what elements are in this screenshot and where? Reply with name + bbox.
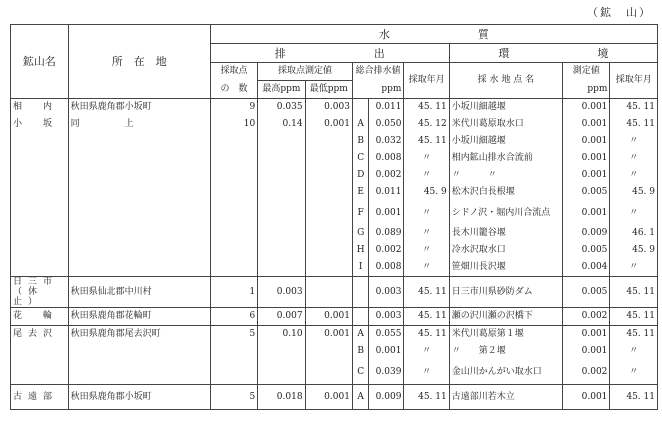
max-ppm-cell [258,360,305,385]
point-label-cell [352,308,368,326]
location-cell [68,201,210,225]
env-value-cell: 0.001 [563,326,610,344]
sampling-site-cell: 小坂川細越堰 [449,133,562,150]
point-label-cell: F [352,201,368,225]
min-ppm-cell [305,242,352,259]
table-row [11,277,658,308]
table-body [11,99,658,410]
min-ppm-cell [305,201,352,225]
env-date-cell: 〃 [610,259,658,277]
point-label-cell [352,99,368,117]
location-cell: 秋田県鹿角郡小坂町 [68,385,210,410]
sampling-site-cell: 古遠部川若木立 [449,385,562,410]
point-label-cell: I [352,259,368,277]
sample-count-cell [210,225,257,242]
location-cell [68,184,210,201]
table-row [11,360,658,385]
sample-count-cell: 9 [210,99,257,117]
sampling-site-cell: 金山川かんがい取水口 [449,360,562,385]
max-ppm-cell [258,184,305,201]
min-ppm-cell: 0.001 [305,326,352,344]
location-cell [68,133,210,150]
col-sampling-location: 採 水 地 点 名 [449,63,562,99]
total-value-cell: 0.001 [369,343,404,360]
env-value-cell: 0.001 [563,343,610,360]
max-ppm-cell: 0.035 [258,99,305,117]
total-value-cell: 0.055 [369,326,404,344]
location-cell [68,360,210,385]
min-ppm-cell: 0.001 [305,308,352,326]
min-ppm-cell: 0.001 [305,116,352,133]
sample-count-cell [210,259,257,277]
col-mine-name: 鉱山名 [11,25,69,99]
mine-name-cell [11,242,69,259]
mine-name-cell [11,167,69,184]
sample-date-cell: 〃 [404,343,449,360]
total-value-cell: 0.050 [369,116,404,133]
location-cell: 同 上 [68,116,210,133]
col-sample-points: 採取点 [210,63,257,81]
point-label-cell [352,277,368,308]
min-ppm-cell [305,225,352,242]
point-label-cell: C [352,360,368,385]
min-ppm-cell [305,184,352,201]
env-date-cell: 46. 1 [610,225,658,242]
max-ppm-cell [258,133,305,150]
table-row [11,99,658,117]
sample-count-cell: 6 [210,308,257,326]
sample-count-cell [210,242,257,259]
location-cell [68,343,210,360]
max-ppm-cell [258,225,305,242]
sampling-site-cell: 瀬の沢川瀬の沢橋下 [449,308,562,326]
sampling-site-cell: 長木川籠谷堰 [449,225,562,242]
col-env-ppm: ppm [563,81,610,99]
min-ppm-cell [305,150,352,167]
location-cell [68,259,210,277]
col-water-quality: 水 質 [210,25,657,44]
col-discharge: 排 出 [210,44,449,63]
total-value-cell: 0.003 [369,308,404,326]
mine-name-cell [11,343,69,360]
sample-date-cell: 45. 11 [404,133,449,150]
mine-name-cell: 日三市（休止） [11,277,69,308]
table-row [11,343,658,360]
env-date-cell: 45. 11 [610,308,658,326]
sampling-site-cell: 小坂川細越堰 [449,99,562,117]
env-value-cell: 0.005 [563,184,610,201]
sample-date-cell: 〃 [404,167,449,184]
sample-date-cell: 〃 [404,242,449,259]
mine-name-cell [11,133,69,150]
point-label-cell: B [352,133,368,150]
min-ppm-cell [305,133,352,150]
mine-name-cell: 小 坂 [11,116,69,133]
sample-date-cell: 45. 11 [404,277,449,308]
mine-name-cell [11,259,69,277]
mining-water-quality-table [10,24,658,410]
total-value-cell: 0.011 [369,99,404,117]
env-value-cell: 0.001 [563,116,610,133]
env-value-cell: 0.002 [563,308,610,326]
total-value-cell: 0.008 [369,259,404,277]
env-value-cell: 0.001 [563,167,610,184]
mine-name-cell [11,360,69,385]
sampling-site-cell: 相内鉱山排水合流前 [449,150,562,167]
mine-name-cell [11,201,69,225]
location-cell [68,242,210,259]
max-ppm-cell [258,343,305,360]
sample-count-cell [210,201,257,225]
sample-date-cell: 45. 11 [404,99,449,117]
table-row [11,184,658,201]
total-value-cell: 0.003 [369,277,404,308]
env-value-cell: 0.009 [563,225,610,242]
sample-date-cell: 45. 11 [404,308,449,326]
total-value-cell: 0.039 [369,360,404,385]
sample-date-cell: 45. 11 [404,326,449,344]
col-env-date: 採取年月 [610,63,658,99]
sample-count-cell: 5 [210,326,257,344]
sampling-site-cell: 冷水沢取水口 [449,242,562,259]
max-ppm-cell [258,242,305,259]
env-date-cell: 45. 11 [610,326,658,344]
env-date-cell: 45. 11 [610,99,658,117]
env-date-cell: 〃 [610,343,658,360]
sample-count-cell [210,343,257,360]
env-value-cell: 0.001 [563,201,610,225]
env-date-cell: 45. 9 [610,184,658,201]
mine-name-cell [11,184,69,201]
max-ppm-cell: 0.018 [258,385,305,410]
mine-name-cell [11,150,69,167]
min-ppm-cell: 0.003 [305,99,352,117]
max-ppm-cell [258,150,305,167]
max-ppm-cell [258,259,305,277]
location-cell [68,225,210,242]
sample-count-cell [210,360,257,385]
table-row [11,201,658,225]
table-row [11,385,658,410]
total-value-cell: 0.011 [369,184,404,201]
sample-count-cell [210,167,257,184]
sampling-site-cell: 米代川葛原第１堰 [449,326,562,344]
col-environment: 環 境 [449,44,657,63]
col-total-discharge: 総合排水値 [352,63,403,81]
point-label-cell: H [352,242,368,259]
table-row [11,116,658,133]
location-cell [68,167,210,184]
total-value-cell: 0.008 [369,150,404,167]
col-max-ppm: 最高ppm [258,81,305,99]
sample-date-cell: 〃 [404,201,449,225]
point-label-cell: B [352,343,368,360]
col-measured: 測定値 [563,63,610,81]
table-row [11,225,658,242]
max-ppm-cell: 0.007 [258,308,305,326]
env-value-cell: 0.002 [563,360,610,385]
table-row [11,326,658,344]
total-value-cell: 0.009 [369,385,404,410]
table-row [11,133,658,150]
sample-date-cell: 45. 9 [404,184,449,201]
env-value-cell: 0.001 [563,150,610,167]
env-date-cell: 45. 11 [610,385,658,410]
sample-date-cell: 〃 [404,360,449,385]
location-cell: 秋田県鹿角郡小坂町 [68,99,210,117]
max-ppm-cell: 0.14 [258,116,305,133]
sampling-site-cell: 〃 第２堰 [449,343,562,360]
env-date-cell: 45. 9 [610,242,658,259]
env-date-cell: 〃 [610,360,658,385]
col-location: 所 在 地 [68,25,210,99]
sample-date-cell: 〃 [404,150,449,167]
max-ppm-cell [258,201,305,225]
env-date-cell: 〃 [610,133,658,150]
total-value-cell: 0.032 [369,133,404,150]
sample-date-cell: 45. 11 [404,385,449,410]
min-ppm-cell [305,167,352,184]
max-ppm-cell: 0.003 [258,277,305,308]
point-label-cell: G [352,225,368,242]
max-ppm-cell: 0.10 [258,326,305,344]
point-label-cell: E [352,184,368,201]
max-ppm-cell [258,167,305,184]
total-value-cell: 0.089 [369,225,404,242]
sampling-site-cell: 松木沢白長根堰 [449,184,562,201]
table-row [11,308,658,326]
sampling-site-cell: 〃 〃 [449,167,562,184]
point-label-cell: D [352,167,368,184]
env-date-cell: 〃 [610,201,658,225]
total-value-cell: 0.001 [369,201,404,225]
point-label-cell: C [352,150,368,167]
location-cell: 秋田県鹿角郡尾去沢町 [68,326,210,344]
env-value-cell: 0.005 [563,242,610,259]
sample-count-cell [210,150,257,167]
table-row [11,150,658,167]
sample-count-cell: 1 [210,277,257,308]
sampling-site-cell: 笹畑川長沢堰 [449,259,562,277]
env-value-cell: 0.001 [563,385,610,410]
min-ppm-cell [305,259,352,277]
env-date-cell: 45. 11 [610,277,658,308]
location-cell: 秋田県鹿角郡花輪町 [68,308,210,326]
sample-date-cell: 45. 12 [404,116,449,133]
total-value-cell: 0.002 [369,167,404,184]
sample-count-cell [210,184,257,201]
sample-count-cell: 5 [210,385,257,410]
table-row [11,242,658,259]
mine-name-cell: 尾去沢 [11,326,69,344]
col-measured-values: 採取点測定値 [258,63,353,81]
col-sample-date: 採取年月 [404,63,449,99]
sampling-site-cell: 日三市川県砂防ダム [449,277,562,308]
point-label-cell: A [352,326,368,344]
sampling-site-cell: シドノ沢・堀内川合流点 [449,201,562,225]
location-cell: 秋田県仙北郡中川村 [68,277,210,308]
mine-name-cell [11,225,69,242]
sample-date-cell: 〃 [404,259,449,277]
col-sample-points-count: の 数 [210,81,257,99]
min-ppm-cell [305,360,352,385]
env-value-cell: 0.001 [563,99,610,117]
mine-name-cell: 相 内 [11,99,69,117]
env-date-cell: 〃 [610,150,658,167]
table-caption: （鉱 山） [587,6,652,19]
min-ppm-cell: 0.001 [305,385,352,410]
col-total-ppm: ppm [352,81,403,99]
min-ppm-cell [305,343,352,360]
table-row [11,259,658,277]
env-date-cell: 〃 [610,167,658,184]
mine-name-cell: 古遠部 [11,385,69,410]
total-value-cell: 0.002 [369,242,404,259]
env-value-cell: 0.004 [563,259,610,277]
sample-count-cell [210,133,257,150]
table-row [11,167,658,184]
location-cell [68,150,210,167]
sampling-site-cell: 米代川葛原取水口 [449,116,562,133]
point-label-cell: A [352,385,368,410]
env-date-cell: 45. 11 [610,116,658,133]
sample-count-cell: 10 [210,116,257,133]
env-value-cell: 0.005 [563,277,610,308]
col-min-ppm: 最低ppm [305,81,352,99]
sample-date-cell: 〃 [404,225,449,242]
env-value-cell: 0.001 [563,133,610,150]
min-ppm-cell [305,277,352,308]
mine-name-cell: 花 輪 [11,308,69,326]
point-label-cell: A [352,116,368,133]
